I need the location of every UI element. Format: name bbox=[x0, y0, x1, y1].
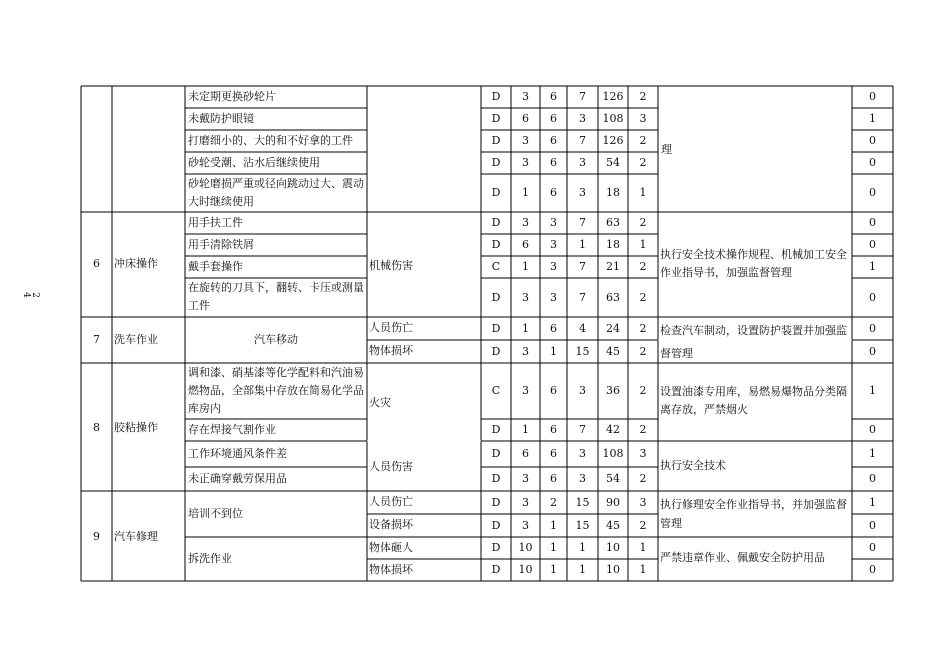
cell-c: 3 bbox=[550, 238, 557, 251]
cell-c: 6 bbox=[550, 112, 557, 125]
measure-text: 理 bbox=[661, 143, 672, 156]
cell-e: 10 bbox=[518, 541, 533, 554]
hazard-text: 汽车移动 bbox=[254, 333, 298, 346]
operation-name: 汽车修理 bbox=[114, 530, 158, 543]
cell-l: D bbox=[491, 541, 501, 554]
cell-lv: 2 bbox=[639, 90, 647, 103]
cell-last: 0 bbox=[869, 344, 876, 358]
cell-e: 1 bbox=[522, 186, 529, 199]
cell-s: 3 bbox=[579, 472, 586, 485]
cell-c: 6 bbox=[550, 186, 557, 199]
measure-text: 执行修理安全作业指导书，并加强监督管理 bbox=[660, 498, 847, 530]
cell-c: 6 bbox=[550, 156, 557, 169]
cell-last: 1 bbox=[869, 112, 876, 125]
cell-c: 6 bbox=[550, 90, 557, 103]
cell-s: 3 bbox=[579, 447, 586, 460]
measure-text: 设置油漆专用库，易燃易爆物品分类隔离存放，严禁烟火 bbox=[660, 385, 847, 416]
hazard-text: 砂轮受潮、沾水后继续使用 bbox=[188, 156, 320, 169]
hazard-text: 存在焊接气割作业 bbox=[188, 423, 276, 436]
hazard-text: 砂轮磨损严重或径向跳动过大、震动大时继续使用 bbox=[188, 177, 364, 208]
cell-s: 1 bbox=[579, 563, 586, 576]
accident-type: 机械伤害 bbox=[369, 259, 413, 272]
cell-lv: 1 bbox=[639, 541, 647, 554]
cell-d: 126 bbox=[602, 134, 624, 147]
cell-s: 3 bbox=[579, 156, 586, 169]
cell-lv: 2 bbox=[639, 321, 647, 335]
cell-e: 6 bbox=[522, 112, 529, 125]
cell-e: 3 bbox=[522, 134, 529, 147]
cell-s: 7 bbox=[579, 216, 586, 229]
cell-l: D bbox=[491, 447, 501, 460]
accident-type: 物体损坏 bbox=[369, 563, 413, 576]
cell-d: 42 bbox=[606, 423, 620, 436]
cell-l: D bbox=[491, 423, 501, 436]
cell-l: D bbox=[491, 472, 501, 485]
cell-c: 1 bbox=[550, 563, 557, 576]
cell-lv: 2 bbox=[639, 344, 647, 358]
cell-c: 1 bbox=[550, 518, 557, 532]
cell-d: 54 bbox=[606, 156, 620, 169]
cell-d: 108 bbox=[602, 447, 624, 460]
cell-e: 1 bbox=[522, 260, 529, 273]
accident-type: 人员伤亡 bbox=[369, 321, 413, 334]
cell-c: 1 bbox=[550, 541, 557, 554]
cell-d: 18 bbox=[606, 238, 620, 251]
cell-c: 3 bbox=[550, 260, 557, 273]
cell-lv: 3 bbox=[639, 447, 647, 460]
cell-e: 6 bbox=[522, 238, 529, 251]
cell-c: 6 bbox=[550, 384, 557, 397]
hazard-text: 用手清除铁屑 bbox=[188, 238, 254, 251]
hazard-text: 在旋转的刀具下，翻转、卡压或测量工件 bbox=[188, 281, 364, 312]
cell-d: 63 bbox=[606, 216, 620, 229]
cell-l: D bbox=[491, 518, 501, 532]
group-number: 7 bbox=[93, 333, 100, 346]
accident-type: 人员伤害 bbox=[369, 460, 413, 473]
cell-l: D bbox=[491, 238, 501, 251]
cell-last: 0 bbox=[869, 186, 876, 199]
group-number: 9 bbox=[93, 530, 100, 543]
cell-lv: 2 bbox=[639, 156, 647, 169]
cell-e: 3 bbox=[522, 495, 529, 509]
cell-s: 7 bbox=[579, 90, 586, 103]
cell-d: 90 bbox=[606, 495, 620, 509]
cell-lv: 3 bbox=[639, 112, 647, 125]
group-number: 8 bbox=[93, 421, 100, 434]
cell-last: 1 bbox=[869, 384, 876, 397]
operation-name: 冲床操作 bbox=[114, 257, 158, 270]
cell-s: 7 bbox=[579, 423, 586, 436]
cell-e: 6 bbox=[522, 447, 529, 460]
cell-d: 21 bbox=[606, 260, 620, 273]
cell-s: 1 bbox=[579, 541, 586, 554]
cell-lv: 1 bbox=[639, 238, 647, 251]
cell-last: 1 bbox=[869, 260, 876, 273]
cell-s: 7 bbox=[579, 290, 586, 304]
cell-last: 0 bbox=[869, 290, 876, 304]
hazard-text: 戴手套操作 bbox=[188, 260, 243, 273]
cell-s: 3 bbox=[579, 186, 586, 199]
hazard-text: 打磨细小的、大的和不好拿的工件 bbox=[188, 134, 353, 147]
accident-type: 人员伤亡 bbox=[369, 495, 413, 508]
cell-d: 10 bbox=[606, 563, 620, 576]
hazard-text: 未戴防护眼镜 bbox=[188, 112, 254, 125]
cell-d: 45 bbox=[606, 518, 620, 532]
cell-d: 10 bbox=[606, 541, 620, 554]
cell-c: 1 bbox=[550, 344, 557, 358]
cell-d: 126 bbox=[602, 90, 624, 103]
cell-d: 54 bbox=[606, 472, 620, 485]
hazard-text: 拆洗作业 bbox=[188, 552, 232, 565]
cell-lv: 3 bbox=[639, 495, 647, 509]
hazard-text: 未正确穿戴劳保用品 bbox=[188, 472, 287, 485]
cell-l: D bbox=[491, 186, 501, 199]
cell-e: 3 bbox=[522, 216, 529, 229]
cell-last: 0 bbox=[869, 238, 876, 251]
cell-last: 0 bbox=[869, 563, 876, 576]
cell-c: 6 bbox=[550, 472, 557, 485]
cell-l: D bbox=[491, 134, 501, 147]
cell-e: 3 bbox=[522, 90, 529, 103]
cell-c: 2 bbox=[550, 495, 557, 509]
cell-lv: 1 bbox=[639, 186, 647, 199]
cell-l: D bbox=[491, 216, 501, 229]
cell-d: 45 bbox=[606, 344, 620, 358]
cell-e: 3 bbox=[522, 344, 529, 358]
cell-last: 0 bbox=[869, 541, 876, 554]
cell-s: 3 bbox=[579, 112, 586, 125]
cell-c: 3 bbox=[550, 216, 557, 229]
cell-l: D bbox=[491, 563, 501, 576]
cell-e: 3 bbox=[522, 384, 529, 397]
cell-e: 1 bbox=[522, 321, 529, 335]
cell-last: 0 bbox=[869, 423, 876, 436]
cell-lv: 1 bbox=[639, 563, 647, 576]
hazard-text: 用手扶工件 bbox=[188, 216, 243, 229]
group-number: 6 bbox=[93, 257, 100, 270]
cell-lv: 2 bbox=[639, 290, 647, 304]
cell-d: 63 bbox=[606, 290, 620, 304]
cell-e: 3 bbox=[522, 156, 529, 169]
cell-s: 1 bbox=[579, 238, 586, 251]
accident-type: 设备损坏 bbox=[369, 518, 413, 531]
cell-e: 3 bbox=[522, 290, 529, 304]
measure-text: 严禁违章作业、佩戴安全防护用品 bbox=[660, 551, 825, 564]
hazard-text: 培训不到位 bbox=[188, 507, 243, 520]
cell-lv: 2 bbox=[639, 423, 647, 436]
cell-e: 3 bbox=[522, 472, 529, 485]
accident-type: 火灾 bbox=[369, 396, 391, 409]
hazard-text: 未定期更换砂轮片 bbox=[188, 90, 276, 103]
cell-s: 15 bbox=[575, 495, 590, 509]
cell-last: 0 bbox=[869, 216, 876, 229]
cell-last: 0 bbox=[869, 518, 876, 532]
accident-type: 物体损坏 bbox=[369, 344, 413, 357]
cell-s: 15 bbox=[575, 344, 590, 358]
cell-last: 1 bbox=[869, 495, 876, 509]
cell-l: C bbox=[491, 384, 501, 397]
cell-s: 15 bbox=[575, 518, 590, 532]
measure-text: 执行安全技术 bbox=[660, 459, 726, 472]
cell-l: D bbox=[491, 495, 501, 509]
cell-c: 6 bbox=[550, 134, 557, 147]
cell-lv: 2 bbox=[639, 472, 647, 485]
cell-s: 7 bbox=[579, 260, 586, 273]
accident-type: 物体砸人 bbox=[369, 541, 413, 554]
cell-l: D bbox=[491, 90, 501, 103]
cell-d: 108 bbox=[602, 112, 624, 125]
cell-e: 10 bbox=[518, 563, 533, 576]
cell-last: 0 bbox=[869, 472, 876, 485]
cell-c: 6 bbox=[550, 321, 557, 335]
operation-name: 洗车作业 bbox=[114, 333, 158, 346]
cell-c: 6 bbox=[550, 447, 557, 460]
cell-l: D bbox=[491, 290, 501, 304]
cell-lv: 2 bbox=[639, 260, 647, 273]
cell-s: 3 bbox=[579, 384, 586, 397]
cell-l: D bbox=[491, 344, 501, 358]
cell-l: C bbox=[491, 260, 501, 273]
cell-c: 3 bbox=[550, 290, 557, 304]
measure-text: 执行安全技术操作规程、机械加工安全作业指导书，加强监督管理 bbox=[660, 248, 847, 279]
cell-last: 0 bbox=[869, 321, 876, 335]
cell-lv: 2 bbox=[639, 134, 647, 147]
measure-text: 检查汽车制动，设置防护装置并加强监督管理 bbox=[660, 324, 847, 360]
cell-lv: 2 bbox=[639, 384, 647, 397]
cell-l: D bbox=[491, 156, 501, 169]
cell-d: 18 bbox=[606, 186, 620, 199]
cell-d: 24 bbox=[606, 321, 620, 335]
cell-s: 7 bbox=[579, 134, 586, 147]
operation-name: 胶粘操作 bbox=[114, 421, 158, 434]
cell-last: 0 bbox=[869, 134, 876, 147]
hazard-text: 工作环境通风条件差 bbox=[188, 447, 287, 460]
cell-e: 3 bbox=[522, 518, 529, 532]
cell-last: 0 bbox=[869, 156, 876, 169]
cell-l: D bbox=[491, 112, 501, 125]
cell-e: 1 bbox=[522, 423, 529, 436]
cell-lv: 2 bbox=[639, 518, 647, 532]
page-number-text: 24 bbox=[21, 292, 40, 298]
cell-l: D bbox=[491, 321, 501, 335]
cell-lv: 2 bbox=[639, 216, 647, 229]
cell-d: 36 bbox=[606, 384, 620, 397]
cell-last: 1 bbox=[869, 447, 876, 460]
page-number bbox=[21, 286, 40, 304]
cell-c: 6 bbox=[550, 423, 557, 436]
cell-s: 4 bbox=[579, 321, 586, 335]
cell-last: 0 bbox=[869, 90, 876, 103]
hazard-text: 调和漆、硝基漆等化学配料和汽油易燃物品，全部集中存放在简易化学品库房内 bbox=[188, 366, 364, 415]
